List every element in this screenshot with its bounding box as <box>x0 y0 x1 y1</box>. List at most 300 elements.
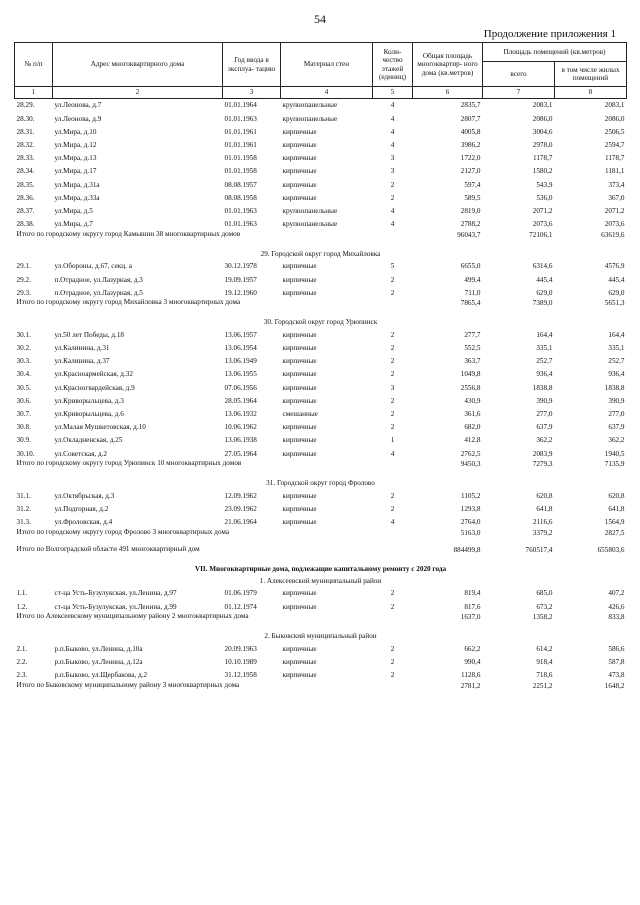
table-row <box>15 99 627 113</box>
cell-floors: 2 <box>390 370 395 379</box>
cell-floors: 4 <box>390 206 395 215</box>
cell-year: 10.10.1989 <box>224 657 257 666</box>
cell-material: кирпичные <box>282 602 317 611</box>
cell-no: 28.34. <box>16 167 35 176</box>
cell-floors: 4 <box>390 127 395 136</box>
cell-year: 01.06.1979 <box>224 589 257 598</box>
cell-floors: 2 <box>390 330 395 339</box>
cell-material: кирпичные <box>282 193 317 202</box>
cell-no: 30.7. <box>16 410 31 419</box>
col-number: 5 <box>373 87 413 99</box>
table-row <box>15 421 627 434</box>
cell-total-area: 552,5 <box>464 344 481 353</box>
cell-no: 31.1. <box>16 491 31 500</box>
cell-area-living: 4576,9 <box>604 262 625 271</box>
table-row <box>15 368 627 381</box>
cell-material: кирпичные <box>282 657 317 666</box>
cell-material: кирпичные <box>282 589 317 598</box>
table-row <box>15 112 627 125</box>
cell-area-living: 1564,9 <box>604 518 625 527</box>
cell-material: кирпичные <box>282 141 317 150</box>
cell-address: р.п.Быково, ул.Ленина, д.10а <box>54 644 143 653</box>
cell-floors: 4 <box>390 114 395 123</box>
cell-total-area: 2127,0 <box>460 167 481 176</box>
col-number: 6 <box>413 87 483 99</box>
table-row <box>15 516 627 529</box>
total-total-area: 96043,7 <box>457 230 481 239</box>
cell-no: 2.2. <box>16 657 28 666</box>
cell-total-area: 2762,5 <box>460 449 481 458</box>
total-area-living: 7135,9 <box>604 460 625 469</box>
cell-no: 30.1. <box>16 330 31 339</box>
table-row <box>15 328 627 341</box>
cell-area-living: 2594,7 <box>604 141 625 150</box>
cell-floors: 4 <box>390 141 395 150</box>
cell-area-all: 362,2 <box>536 436 553 445</box>
cell-address: ул.Красногвардейская, д.9 <box>54 383 135 392</box>
total-label: Итого по городскому округу город Фролово 3 многоквартирных дома <box>16 528 230 536</box>
cell-total-area: 2819,0 <box>460 206 481 215</box>
cell-area-all: 3004,6 <box>532 127 553 136</box>
header-address: Адрес многоквартирного дома <box>53 43 223 87</box>
subtotal-row <box>15 682 627 699</box>
cell-address: ул.Мира, д.5 <box>54 206 93 215</box>
table-row <box>15 165 627 178</box>
cell-area-living: 620,8 <box>608 491 625 500</box>
cell-no: 30.3. <box>16 357 31 366</box>
total-area-all: 1358,2 <box>532 613 553 622</box>
col-number: 1 <box>15 87 53 99</box>
cell-year: 31.12.1958 <box>224 671 257 680</box>
cell-area-all: 2116,6 <box>533 518 553 527</box>
cell-no: 30.2. <box>16 344 31 353</box>
total-area-all: 72106,1 <box>529 230 553 239</box>
cell-no: 28.32. <box>16 141 35 150</box>
cell-no: 31.3. <box>16 518 31 527</box>
cell-material: кирпичные <box>282 396 317 405</box>
table-row <box>15 434 627 447</box>
table-row <box>15 178 627 191</box>
cell-floors: 2 <box>390 491 395 500</box>
cell-material: кирпичные <box>282 449 317 458</box>
total-total-area: 5163,0 <box>460 528 481 537</box>
header-total-area: Общая площадь многоквартир- ного дома (кв.метров) <box>413 43 483 87</box>
cell-floors: 4 <box>390 220 395 229</box>
cell-area-all: 620,8 <box>536 491 553 500</box>
cell-area-all: 1580,2 <box>532 167 553 176</box>
col-number: 8 <box>555 87 627 99</box>
header-all: всего <box>483 62 555 87</box>
cell-total-area: 277,7 <box>464 330 481 339</box>
header-living: в том числе жилых помещений <box>555 62 627 87</box>
cell-floors: 4 <box>390 101 395 110</box>
total-total-area: 1637,0 <box>460 613 481 622</box>
cell-no: 1.1. <box>16 589 28 598</box>
cell-area-living: 2083,1 <box>604 101 625 110</box>
cell-year: 01.12.1974 <box>224 602 257 611</box>
cell-area-living: 637,9 <box>608 423 625 432</box>
cell-address: ул.Леонова, д.7 <box>54 101 102 110</box>
cell-material: кирпичные <box>282 330 317 339</box>
cell-area-all: 390,9 <box>536 396 553 405</box>
total-total-area: 9450,3 <box>460 460 481 469</box>
cell-year: 28.05.1964 <box>224 396 257 405</box>
total-area-all: 7279,3 <box>532 460 553 469</box>
cell-year: 13.06.1932 <box>224 410 257 419</box>
cell-total-area: 3986,2 <box>460 141 481 150</box>
cell-address: ул.Советская, д.2 <box>54 449 108 458</box>
cell-area-living: 473,8 <box>608 671 625 680</box>
cell-area-living: 407,2 <box>608 589 625 598</box>
cell-year: 13.06.1949 <box>224 357 257 366</box>
cell-material: крупнопанельные <box>282 101 338 110</box>
continuation-caption: Продолжение приложения 1 <box>483 28 616 40</box>
cell-total-area: 2764,0 <box>460 518 481 527</box>
cell-total-area: 1128,6 <box>461 671 481 680</box>
cell-no: 28.36. <box>16 193 35 202</box>
cell-address: ул.Мира, д.13 <box>54 154 97 163</box>
cell-floors: 2 <box>390 193 395 202</box>
cell-address: ул.Фроловская, д.4 <box>54 518 113 527</box>
cell-area-living: 936,4 <box>608 370 625 379</box>
cell-total-area: 361,6 <box>464 410 481 419</box>
col-number: 3 <box>223 87 281 99</box>
cell-total-area: 412,8 <box>464 436 481 445</box>
cell-total-area: 597,4 <box>464 180 481 189</box>
cell-year: 13.06.1957 <box>224 330 257 339</box>
cell-total-area: 662,2 <box>464 644 481 653</box>
cell-year: 13.06.1938 <box>224 436 257 445</box>
cell-year: 01.01.1958 <box>224 154 257 163</box>
total-area-living: 5651,3 <box>604 299 625 308</box>
cell-floors: 2 <box>390 423 395 432</box>
table-row <box>15 273 627 286</box>
cell-area-living: 2086,0 <box>604 114 625 123</box>
col-number: 7 <box>483 87 555 99</box>
district-heading: 31. Городской округ город Фролово <box>266 479 375 488</box>
cell-no: 29.2. <box>16 275 31 284</box>
cell-material: крупнопанельные <box>282 206 338 215</box>
cell-total-area: 819,4 <box>464 589 481 598</box>
cell-area-all: 629,0 <box>536 288 553 297</box>
cell-area-living: 445,4 <box>608 275 625 284</box>
cell-material: кирпичные <box>282 491 317 500</box>
cell-area-all: 1838,8 <box>532 383 553 392</box>
table-row <box>15 600 627 613</box>
cell-material: кирпичные <box>282 504 317 513</box>
cell-floors: 4 <box>390 449 395 458</box>
cell-area-living: 277,0 <box>608 410 625 419</box>
cell-area-living: 252,7 <box>608 357 625 366</box>
cell-area-all: 641,8 <box>536 504 553 513</box>
cell-floors: 2 <box>390 288 395 297</box>
district-heading: 1. Алексеевский муниципальный район <box>259 576 382 585</box>
cell-no: 31.2. <box>16 504 31 513</box>
cell-address: ул.Мира, д.33а <box>54 193 100 202</box>
cell-material: кирпичные <box>282 262 317 271</box>
cell-area-all: 2086,0 <box>532 114 553 123</box>
district-heading: 2. Быковский муниципальный район <box>264 632 377 641</box>
district-heading-row <box>15 477 627 489</box>
cell-no: 30.9. <box>16 436 31 445</box>
cell-total-area: 990,4 <box>464 657 481 666</box>
table-row <box>15 408 627 421</box>
total-area-all: 760517,4 <box>525 545 553 554</box>
total-area-living: 1648,2 <box>604 681 625 690</box>
cell-total-area: 1722,0 <box>460 154 481 163</box>
cell-address: ул.Мира, д.31а <box>54 180 100 189</box>
cell-no: 28.37. <box>16 206 35 215</box>
region-total-row <box>15 546 627 563</box>
table-row <box>15 218 627 231</box>
cell-address: ул.Мира, д.10 <box>54 127 97 136</box>
cell-area-all: 718,6 <box>536 671 553 680</box>
cell-address: ул.Криворыльцева, д.6 <box>54 410 124 419</box>
table-row <box>15 655 627 668</box>
cell-address: ул.Подгорная, д.2 <box>54 504 109 513</box>
cell-year: 10.06.1962 <box>224 423 257 432</box>
cell-floors: 2 <box>390 504 395 513</box>
cell-area-all: 6314,6 <box>532 262 553 271</box>
cell-material: кирпичные <box>282 518 317 527</box>
cell-area-living: 586,6 <box>608 644 625 653</box>
cell-total-area: 499,4 <box>464 275 481 284</box>
cell-area-all: 536,0 <box>536 193 553 202</box>
cell-no: 29.1. <box>16 262 31 271</box>
cell-floors: 2 <box>390 180 395 189</box>
cell-address: п.Отрадное, ул.Лазурная, д.5 <box>54 288 143 297</box>
cell-material: кирпичные <box>282 383 317 392</box>
header-premises: Площадь помещений (кв.метров) <box>483 43 627 62</box>
cell-area-living: 641,8 <box>608 504 625 513</box>
header-floors: Коли- чество этажей (единиц) <box>373 43 413 87</box>
cell-address: ул.Обороны, д.67, секц. а <box>54 262 132 271</box>
cell-area-living: 2506,5 <box>604 127 625 136</box>
cell-material: кирпичные <box>282 275 317 284</box>
table-row <box>15 191 627 204</box>
cell-area-all: 936,4 <box>536 370 553 379</box>
header-material: Материал стен <box>281 43 373 87</box>
total-total-area: 2781,2 <box>460 681 481 690</box>
total-label: Итого по Алексеевскому муниципальному району 2 многоквартирных дома <box>16 613 249 621</box>
cell-floors: 5 <box>390 262 395 271</box>
cell-year: 13.06.1955 <box>224 370 257 379</box>
cell-area-living: 1838,8 <box>604 383 625 392</box>
cell-no: 28.31. <box>16 127 35 136</box>
cell-address: ул.Калинина, д.31 <box>54 344 110 353</box>
cell-floors: 2 <box>390 589 395 598</box>
cell-total-area: 430,9 <box>464 396 481 405</box>
cell-area-living: 2073,6 <box>604 220 625 229</box>
cell-address: ул.Октябрьская, д.3 <box>54 491 115 500</box>
table-row <box>15 503 627 516</box>
cell-address: ул.Мира, д.17 <box>54 167 97 176</box>
total-label: Итого по Быковскому муниципальному району 3 многоквартирных дома <box>16 681 240 689</box>
total-label: Итого по Волгоградской области 491 многоквартирный дом <box>16 545 200 553</box>
cell-area-all: 2073,6 <box>532 220 553 229</box>
total-label: Итого по городскому округу город Урюпинск 10 многоквартирных домов <box>16 460 242 468</box>
cell-year: 01.01.1963 <box>224 220 257 229</box>
district-heading: 30. Городской округ город Урюпинск <box>263 318 378 327</box>
total-label: Итого по городскому округу город Михайловка 3 многоквартирных дома <box>16 299 241 307</box>
cell-area-living: 1940,5 <box>604 449 625 458</box>
district-heading-row <box>15 248 627 260</box>
cell-area-all: 2978,0 <box>532 141 553 150</box>
table-row <box>15 125 627 138</box>
table-body <box>15 99 627 699</box>
cell-total-area: 1293,8 <box>460 504 481 513</box>
cell-no: 30.5. <box>16 383 31 392</box>
cell-no: 30.6. <box>16 396 31 405</box>
cell-area-all: 2083,9 <box>532 449 553 458</box>
cell-total-area: 817,6 <box>464 602 481 611</box>
cell-area-living: 335,1 <box>608 344 625 353</box>
district-heading: 29. Городской округ город Михайловка <box>260 249 381 258</box>
cell-area-all: 673,2 <box>536 602 553 611</box>
cell-area-all: 918,4 <box>536 657 553 666</box>
cell-area-all: 445,4 <box>536 275 553 284</box>
cell-address: ул.50 лет Победы, д.18 <box>54 330 125 339</box>
housing-table <box>14 42 627 699</box>
subtotal-row <box>15 299 627 316</box>
cell-area-living: 2071,2 <box>604 206 625 215</box>
cell-area-all: 335,1 <box>536 344 553 353</box>
cell-material: кирпичные <box>282 436 317 445</box>
cell-total-area: 711,0 <box>464 288 481 297</box>
cell-address: ст-ца Усть-Бузулукская, ул.Ленина, д.97 <box>54 589 177 598</box>
cell-no: 1.2. <box>16 602 28 611</box>
cell-no: 28.33. <box>16 154 35 163</box>
cell-no: 2.1. <box>16 644 28 653</box>
cell-no: 30.4. <box>16 370 31 379</box>
table-row <box>15 642 627 655</box>
subtotal-row <box>15 529 627 546</box>
cell-floors: 2 <box>390 657 395 666</box>
cell-area-living: 164,4 <box>608 330 625 339</box>
cell-address: п.Отрадное, ул.Лазурная, д.3 <box>54 275 143 284</box>
total-area-all: 7389,0 <box>532 299 553 308</box>
cell-material: кирпичные <box>282 288 317 297</box>
cell-year: 01.01.1961 <box>224 141 257 150</box>
cell-area-all: 252,7 <box>536 357 553 366</box>
cell-area-living: 362,2 <box>608 436 625 445</box>
cell-area-all: 543,9 <box>536 180 553 189</box>
subtotal-row <box>15 231 627 248</box>
cell-material: кирпичные <box>282 423 317 432</box>
cell-year: 01.01.1963 <box>224 206 257 215</box>
cell-area-living: 587,8 <box>608 657 625 666</box>
cell-area-living: 629,0 <box>608 288 625 297</box>
cell-area-living: 1178,7 <box>605 154 625 163</box>
cell-year: 30.12.1978 <box>224 262 257 271</box>
cell-floors: 2 <box>390 344 395 353</box>
table-row <box>15 394 627 407</box>
table-row <box>15 447 627 460</box>
cell-floors: 3 <box>390 154 395 163</box>
cell-floors: 1 <box>390 436 395 445</box>
total-area-living: 2827,5 <box>604 528 625 537</box>
cell-total-area: 2807,7 <box>460 114 481 123</box>
section-heading: VII. Многоквартирные дома, подлежащие капитальному ремонту с 2020 года <box>194 564 447 573</box>
cell-floors: 3 <box>390 167 395 176</box>
cell-address: ул.Мира, д.12 <box>54 141 97 150</box>
cell-year: 12.09.1962 <box>224 491 257 500</box>
cell-year: 21.06.1964 <box>224 518 257 527</box>
col-number: 2 <box>53 87 223 99</box>
table-row <box>15 355 627 368</box>
cell-year: 01.01.1964 <box>224 101 257 110</box>
table-row <box>15 489 627 502</box>
page-number: 54 <box>314 12 326 26</box>
cell-year: 20.09.1963 <box>224 644 257 653</box>
cell-floors: 3 <box>390 383 395 392</box>
table-row <box>15 152 627 165</box>
cell-total-area: 4005,8 <box>460 127 481 136</box>
total-label: Итого по городскому округу город Камышин 38 многоквартирных домов <box>16 230 241 238</box>
cell-material: кирпичные <box>282 127 317 136</box>
total-area-all: 3379,2 <box>532 528 553 537</box>
cell-floors: 2 <box>390 410 395 419</box>
cell-area-all: 614,2 <box>536 644 553 653</box>
table-row <box>15 205 627 218</box>
cell-year: 19.09.1957 <box>224 275 257 284</box>
cell-total-area: 1049,8 <box>460 370 481 379</box>
cell-year: 01.01.1958 <box>224 167 257 176</box>
table-row <box>15 587 627 600</box>
subtotal-row <box>15 613 627 630</box>
cell-material: кирпичные <box>282 154 317 163</box>
cell-year: 08.08.1958 <box>224 193 257 202</box>
cell-address: р.п.Быково, ул.Ленина, д.12а <box>54 657 143 666</box>
cell-area-living: 426,6 <box>608 602 625 611</box>
table-row <box>15 381 627 394</box>
total-area-living: 833,8 <box>608 613 625 622</box>
cell-no: 30.10. <box>16 449 35 458</box>
district-heading-row <box>15 316 627 328</box>
cell-year: 08.08.1957 <box>224 180 257 189</box>
cell-area-living: 367,0 <box>608 193 625 202</box>
cell-material: крупнопанельные <box>282 220 338 229</box>
cell-address: ул.Криворыльцева, д.3 <box>54 396 124 405</box>
table-row <box>15 260 627 273</box>
cell-year: 27.05.1964 <box>224 449 257 458</box>
table-row <box>15 669 627 682</box>
cell-address: ул.Мира, д.7 <box>54 220 93 229</box>
cell-material: крупнопанельные <box>282 114 338 123</box>
cell-year: 01.01.1963 <box>224 114 257 123</box>
total-total-area: 884499,8 <box>453 545 481 554</box>
cell-no: 28.35. <box>16 180 35 189</box>
col-number: 4 <box>281 87 373 99</box>
cell-total-area: 2556,8 <box>460 383 481 392</box>
cell-no: 29.3. <box>16 288 31 297</box>
cell-total-area: 682,0 <box>464 423 481 432</box>
cell-material: кирпичные <box>282 344 317 353</box>
cell-year: 07.06.1956 <box>224 383 257 392</box>
cell-area-living: 390,9 <box>608 396 625 405</box>
cell-area-all: 2071,2 <box>532 206 553 215</box>
table-row <box>15 139 627 152</box>
header-year: Год ввода в эксплуа- тацию <box>223 43 281 87</box>
cell-floors: 2 <box>390 275 395 284</box>
cell-year: 23.09.1962 <box>224 504 257 513</box>
cell-material: кирпичные <box>282 167 317 176</box>
cell-floors: 2 <box>390 357 395 366</box>
cell-address: р.п.Быково, ул.Щербакова, д.2 <box>54 671 148 680</box>
cell-area-all: 2083,1 <box>532 101 553 110</box>
district-heading-row <box>15 575 627 587</box>
total-total-area: 7865,4 <box>460 299 481 308</box>
